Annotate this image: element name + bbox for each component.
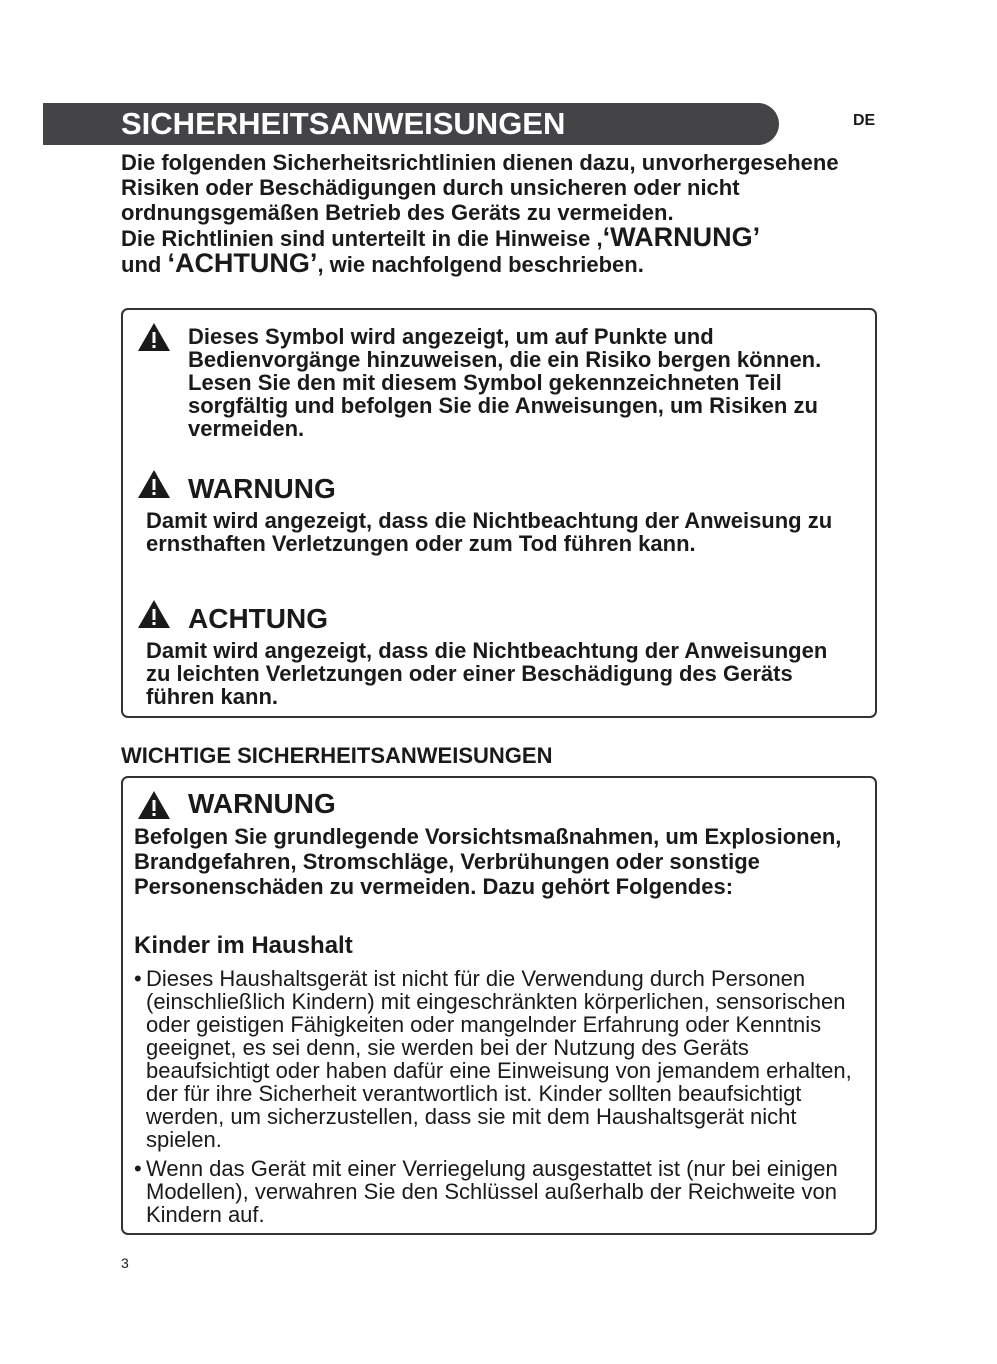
intro-caution-word: ‘ACHTUNG’ — [167, 248, 318, 278]
language-label: DE — [853, 112, 876, 129]
page-number: 3 — [121, 1255, 129, 1271]
bullet-icon: • — [134, 966, 142, 991]
intro-guidelines — [121, 222, 881, 278]
intro-line3-prefix: und — [121, 252, 168, 277]
caution-description: Damit wird angezeigt, dass die Nichtbeachtung der Anweisungen zu leichten Verletzungen oder einer Beschädigung des Geräts führen kann. — [146, 638, 828, 709]
section-title: WICHTIGE SICHERHEITSANWEISUNGEN — [121, 743, 553, 768]
warning-triangle-icon — [137, 790, 171, 820]
list-item-text: Dieses Haushaltsgerät ist nicht für die Verwendung durch Personen (einschließlich Kindern) mit eingeschränkten körperlichen, sensorischen oder geistigen Fähigkeiten oder mangelnder Erfahrung oder Kenntnis geeignet, es sei denn, sie werden bei der Nutzung des Geräts beaufsichtigt oder haben dafür eine Einweisung von jemandem erhalten, der für ihre Sicherheit verantwortlich ist. Kinder sollten beaufsichtigt werden, um sicherzustellen, dass sie mit dem Haushaltsgerät nicht spielen. — [146, 966, 852, 1152]
list-item — [134, 967, 864, 1151]
warning-heading: WARNUNG — [188, 473, 336, 504]
warning-triangle-icon — [137, 469, 171, 499]
list-item-text: Wenn das Gerät mit einer Verriegelung ausgestattet ist (nur bei einigen Modellen), verwahren Sie den Schlüssel außerhalb der Reichweite von Kindern auf. — [146, 1156, 838, 1227]
bullet-icon: • — [134, 1156, 142, 1181]
subsection-title: Kinder im Haushalt — [134, 932, 353, 959]
page-title: SICHERHEITSANWEISUNGEN — [121, 106, 566, 141]
list-item — [134, 1157, 864, 1226]
symbol-description: Dieses Symbol wird angezeigt, um auf Punkte und Bedienvorgänge hinzuweisen, die ein Risiko bergen können. Lesen Sie den mit diesem Symbol gekennzeichneten Teil sorgfältig und befolgen Sie die Anweisungen, um Risiken zu vermeiden. — [188, 324, 822, 441]
intro-text — [121, 150, 881, 277]
intro-warn-word: ‘WARNUNG’ — [602, 222, 761, 252]
warning-triangle-icon — [137, 322, 171, 352]
intro-paragraph: Die folgenden Sicherheitsrichtlinien dienen dazu, unvorhergesehene Risiken oder Beschädigungen durch unsicheren oder nicht ordnungsgemäßen Betrieb des Geräts zu vermeiden. — [121, 150, 839, 225]
warning-heading: WARNUNG — [188, 788, 336, 819]
intro-line2-prefix: Die Richtlinien sind unterteilt in die Hinweise , — [121, 226, 603, 251]
warning-description: Damit wird angezeigt, dass die Nichtbeachtung der Anweisung zu ernsthaften Verletzungen oder zum Tod führen kann. — [146, 508, 833, 556]
intro-line3-suffix: , wie nachfolgend beschrieben. — [317, 252, 644, 277]
warning-intro-text: Befolgen Sie grundlegende Vorsichtsmaßnahmen, um Explosionen, Brandgefahren, Stromschläge, Verbrühungen oder sonstige Personenschäden zu vermeiden. Dazu gehört Folgendes: — [134, 824, 842, 899]
warning-triangle-icon — [137, 599, 171, 629]
caution-heading: ACHTUNG — [188, 603, 328, 634]
